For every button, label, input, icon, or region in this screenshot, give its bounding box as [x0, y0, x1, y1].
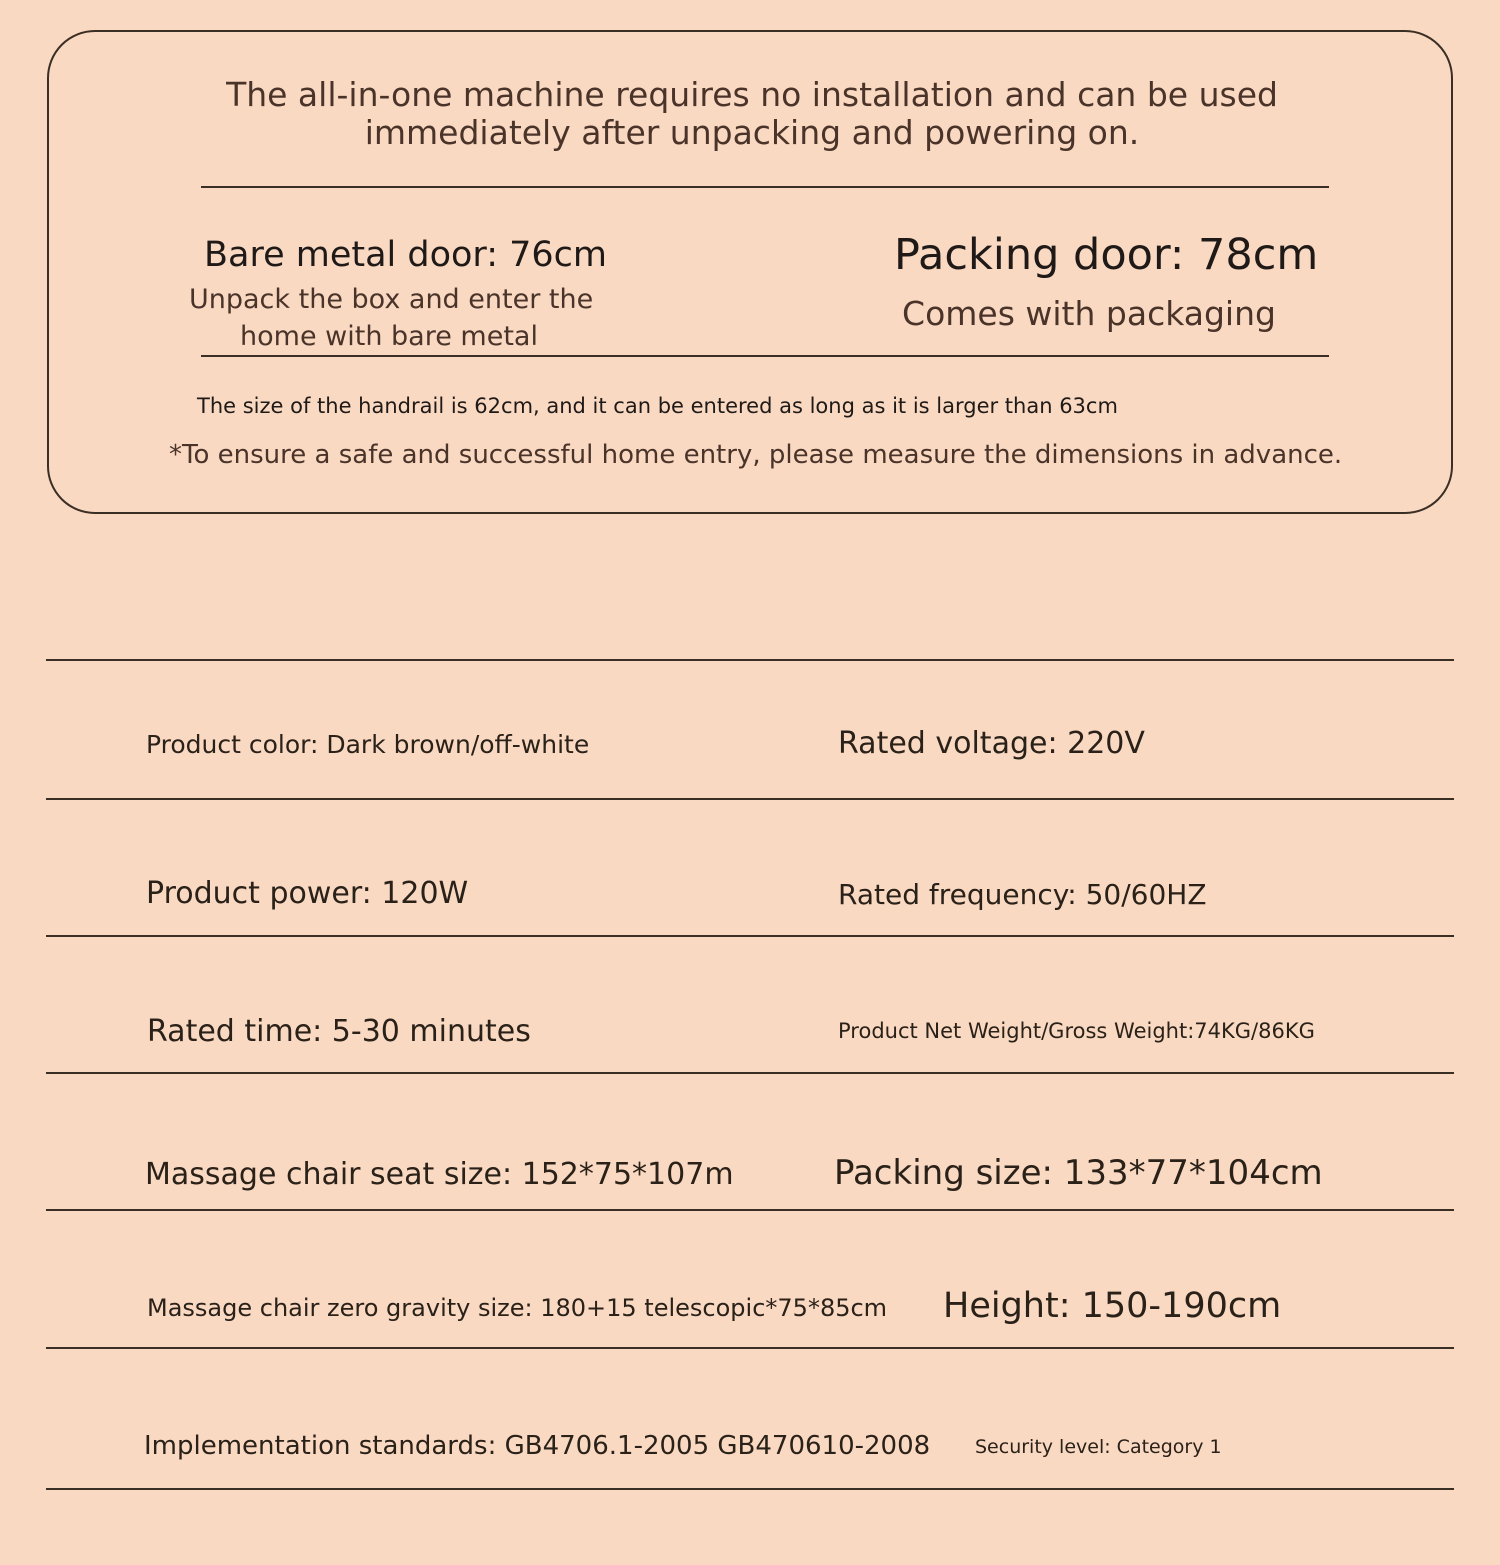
- spec-divider: [46, 1347, 1454, 1349]
- spec-divider: [46, 1209, 1454, 1211]
- spec-rated-frequency: Rated frequency: 50/60HZ: [838, 878, 1207, 911]
- spec-divider: [46, 798, 1454, 800]
- spec-standards: Implementation standards: GB4706.1-2005 GB470610-2008: [144, 1431, 931, 1461]
- panel-divider-top: [201, 186, 1329, 188]
- spec-divider: [46, 1072, 1454, 1074]
- spec-seat-size: Massage chair seat size: 152*75*107m: [145, 1157, 734, 1192]
- spec-product-power: Product power: 120W: [146, 876, 469, 911]
- intro-line-2: immediately after unpacking and powering on.: [364, 113, 1140, 152]
- spec-zero-gravity-size: Massage chair zero gravity size: 180+15 telescopic*75*85cm: [147, 1294, 888, 1322]
- spec-rated-time: Rated time: 5-30 minutes: [147, 1014, 531, 1049]
- panel-divider-bottom: [201, 355, 1329, 357]
- bare-metal-door-title: Bare metal door: 76cm: [204, 235, 607, 275]
- spec-packing-size: Packing size: 133*77*104cm: [834, 1153, 1323, 1193]
- spec-product-color: Product color: Dark brown/off-white: [146, 730, 590, 759]
- packing-door-title: Packing door: 78cm: [894, 230, 1319, 280]
- spec-weight: Product Net Weight/Gross Weight:74KG/86KG: [838, 1019, 1315, 1043]
- bare-metal-desc-line-1: Unpack the box and enter the: [189, 284, 594, 315]
- handrail-note: The size of the handrail is 62cm, and it can be entered as long as it is larger than 63cm: [197, 394, 1118, 418]
- spec-height: Height: 150-190cm: [943, 1286, 1282, 1326]
- packing-door-desc: Comes with packaging: [902, 294, 1276, 333]
- spec-rated-voltage: Rated voltage: 220V: [838, 726, 1145, 761]
- spec-divider: [46, 1488, 1454, 1490]
- info-panel: [47, 30, 1453, 514]
- spec-divider: [46, 935, 1454, 937]
- spec-divider: [46, 659, 1454, 661]
- bare-metal-desc-line-2: home with bare metal: [240, 321, 538, 352]
- spec-security-level: Security level: Category 1: [975, 1436, 1222, 1458]
- intro-line-1: The all-in-one machine requires no installation and can be used: [226, 75, 1278, 114]
- advance-measure-note: *To ensure a safe and successful home entry, please measure the dimensions in advance.: [169, 440, 1343, 470]
